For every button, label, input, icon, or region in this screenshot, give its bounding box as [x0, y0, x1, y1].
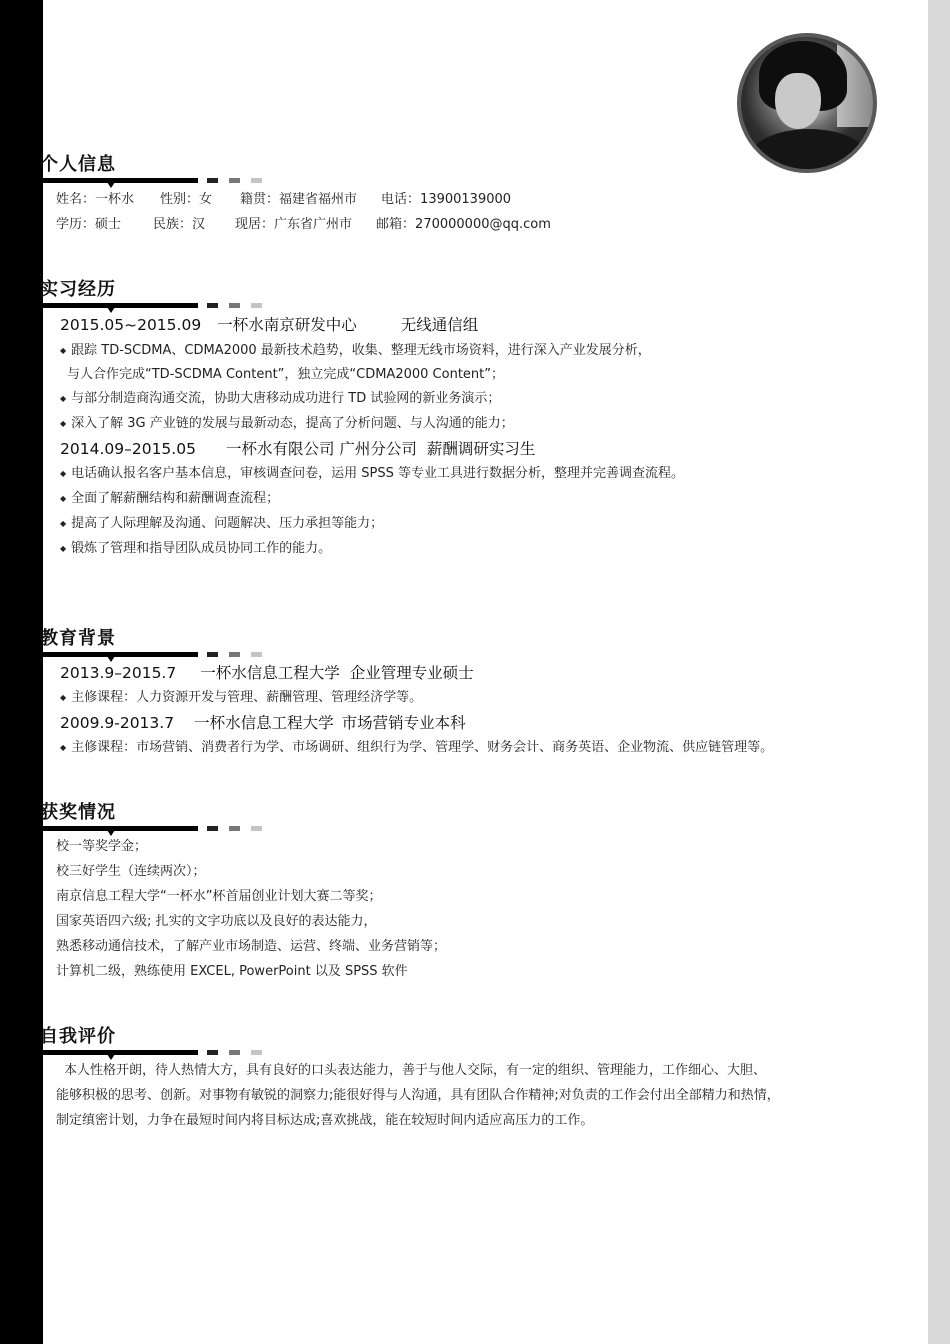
section-rule [32, 178, 198, 183]
rule-marker [107, 656, 115, 662]
award-item: 校一等奖学金； [56, 839, 148, 854]
self-eval-line: 能够积极的思考、创新。对事物有敏锐的洞察力;能很好得与人沟通，具有团队合作精神;对负责的工作会付出全部精力和热情， [56, 1088, 780, 1103]
personal-row-2 [56, 216, 551, 234]
section-rule [32, 652, 198, 657]
rule-marker [107, 307, 115, 313]
job-header: 2015.05~2015.09 一杯水南京研发中心 无线通信组 [60, 316, 479, 334]
list-item-continued: 与人合作完成“TD-SCDMA Content”，独立完成“CDMA2000 Content”； [67, 367, 504, 382]
list-item: ◆ 全面了解薪酬结构和薪酬调查流程； [60, 490, 279, 509]
section-title: 个人信息 [40, 154, 116, 175]
self-eval-line: 制定缜密计划，力争在最短时间内将目标达成;喜欢挑战，能在较短时间内适应高压力的工作。 [56, 1113, 594, 1128]
gender-field: 性别：女 [160, 192, 213, 207]
profile-photo [737, 33, 877, 173]
section-title: 教育背景 [40, 628, 116, 649]
list-item: ◆ 跟踪 TD-SCDMA、CDMA2000 最新技术趋势，收集、整理无线市场资料，进行深入产业发展分析， [60, 342, 651, 361]
list-item: ◆ 深入了解 3G 产业链的发展与最新动态，提高了分析问题、与人沟通的能力； [60, 415, 514, 434]
section-rule [32, 1050, 198, 1055]
list-item: ◆ 主修课程：市场营销、消费者行为学、市场调研、组织行为学、管理学、财务会计、商务英语、企业物流、供应链管理等。 [60, 739, 773, 758]
personal-row-1 [56, 191, 511, 209]
section-rule [32, 303, 198, 308]
award-item: 计算机二级，熟练使用 EXCEL, PowerPoint 以及 SPSS 软件 [56, 964, 408, 979]
name-field: 姓名：一杯水 [56, 192, 135, 207]
award-item: 南京信息工程大学“一杯水”杯首届创业计划大赛二等奖； [56, 889, 382, 904]
education-header: 2013.9–2015.7 一杯水信息工程大学 企业管理专业硕士 [60, 664, 474, 682]
residence-field: 现居：广东省广州市 [235, 217, 353, 232]
list-item: ◆ 锻炼了管理和指导团队成员协同工作的能力。 [60, 540, 331, 559]
section-rule [32, 826, 198, 831]
section-title: 实习经历 [40, 279, 116, 300]
phone-field: 电话：13900139000 [381, 192, 512, 207]
left-black-bar [0, 0, 43, 1344]
section-title: 获奖情况 [40, 802, 116, 823]
right-gray-bar [928, 0, 950, 1344]
job-header: 2014.09–2015.05 一杯水有限公司 广州分公司 薪酬调研实习生 [60, 440, 536, 458]
education-header: 2009.9-2013.7 一杯水信息工程大学 市场营销专业本科 [60, 714, 466, 732]
origin-field: 籍贯：福建省福州市 [240, 192, 358, 207]
award-item: 国家英语四六级; 扎实的文字功底以及良好的表达能力， [56, 914, 377, 929]
rule-marker [107, 182, 115, 188]
self-eval-line: 本人性格开朗，待人热情大方，具有良好的口头表达能力，善于与他人交际，有一定的组织、管理能力，工作细心、大胆、 [64, 1063, 767, 1078]
ethnicity-field: 民族：汉 [153, 217, 206, 232]
list-item: ◆ 提高了人际理解及沟通、问题解决、压力承担等能力； [60, 515, 383, 534]
list-item: ◆ 主修课程：人力资源开发与管理、薪酬管理、管理经济学等。 [60, 689, 422, 708]
list-item: ◆ 与部分制造商沟通交流，协助大唐移动成功进行 TD 试验网的新业务演示； [60, 390, 500, 409]
list-item: ◆ 电话确认报名客户基本信息，审核调查问卷，运用 SPSS 等专业工具进行数据分析，整理并完善调查流程。 [60, 465, 684, 484]
rule-marker [107, 830, 115, 836]
rule-marker [107, 1054, 115, 1060]
award-item: 校三好学生（连续两次）； [56, 864, 206, 879]
education-field: 学历：硕士 [56, 217, 122, 232]
award-item: 熟悉移动通信技术，了解产业市场制造、运营、终端、业务营销等； [56, 939, 447, 954]
section-title: 自我评价 [40, 1026, 116, 1047]
email-field: 邮箱：270000000@qq.com [376, 217, 551, 232]
